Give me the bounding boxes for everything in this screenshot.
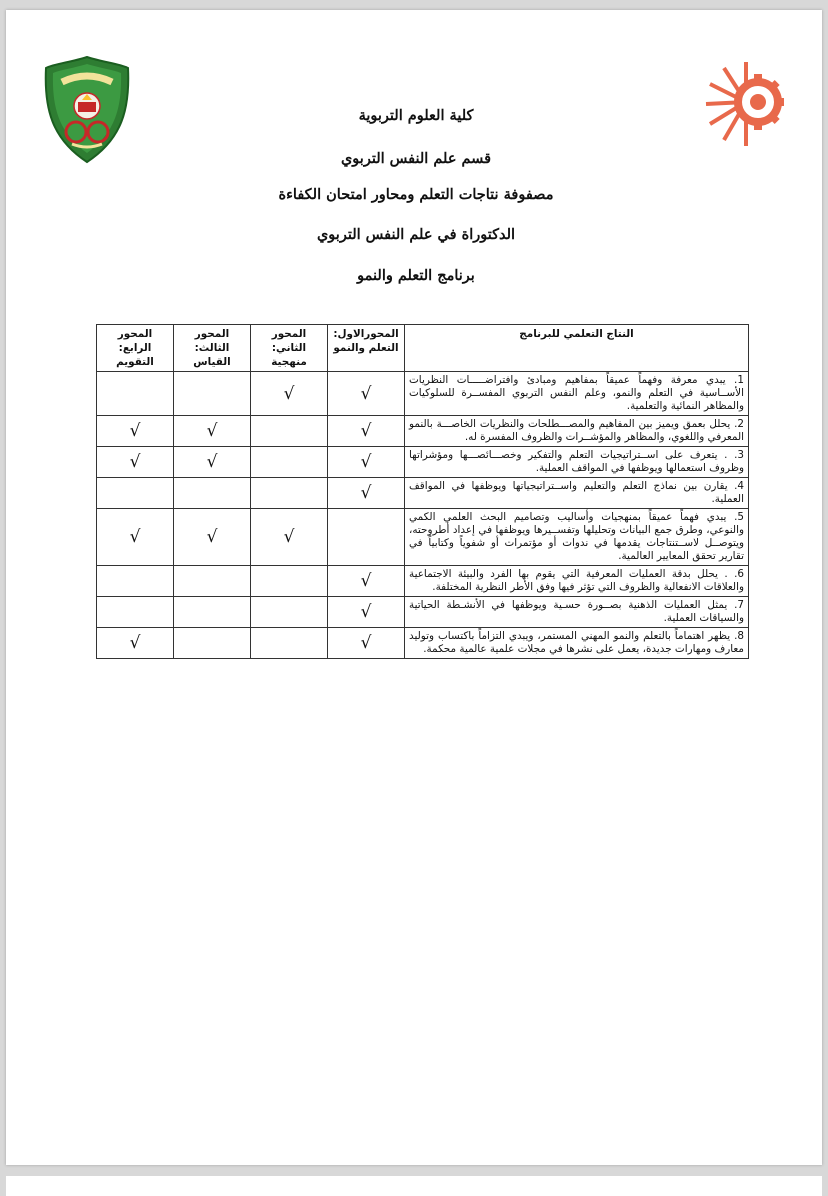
table-row <box>97 478 749 509</box>
outcomes-matrix-table <box>96 324 749 659</box>
axis-1-check: √ <box>328 478 405 509</box>
university-crest-icon <box>42 54 132 166</box>
axis-4-check <box>97 566 174 597</box>
outcome-cell: 8. يظهر اهتماماً بالتعلم والنمو المهني المستمر، ويبدي التزاماً باكتساب وتوليد معارف ومهارات جديدة، يعمل على نشرها في مجلات علمية عالمية محكمة. <box>405 628 749 659</box>
axis-3-check <box>174 372 251 416</box>
axis-4-check <box>97 597 174 628</box>
table-row <box>97 372 749 416</box>
table-row <box>97 416 749 447</box>
axis-3-check <box>174 628 251 659</box>
axis-1-check: √ <box>328 416 405 447</box>
axis-1-check: √ <box>328 628 405 659</box>
table-row <box>97 447 749 478</box>
axis-2-check <box>251 628 328 659</box>
axis-4-check <box>97 372 174 416</box>
axis-4-check <box>97 478 174 509</box>
department-name: قسم علم النفس التربوي <box>340 150 492 167</box>
axis-2-check <box>251 597 328 628</box>
axis-1-check: √ <box>328 597 405 628</box>
outcome-cell: 5. يبدي فهماً عميقاً بمنهجيات وأساليب وتصاميم البحث العلمي الكمي والنوعي، وطرق جمع البيانات وتحليلها وتفســيرها ويوظفها في إعداد أطروحته، ويتوصــل لاســتنتاجات يقدمها في ندوات أو مؤتمرات أو شفوياً وكتابياً في تقارير تحقق المعايير العالمية. <box>405 509 749 566</box>
axis-3-check <box>174 597 251 628</box>
header-axis-3: المحور الثالث: القياس <box>174 325 251 372</box>
axis-2-check <box>251 566 328 597</box>
outcome-cell: 3. . يتعرف على اســتراتيجيات التعلم والتفكير وخصـــائصـــها ومؤشراتها وظروف استعمالها ويوظفها في المواقف العملية. <box>405 447 749 478</box>
header-axis-2: المحور الثاني: منهجية <box>251 325 328 372</box>
axis-4-check: √ <box>97 509 174 566</box>
axis-1-check: √ <box>328 566 405 597</box>
outcome-cell: 1. يبدي معرفة وفهماً عميقاً بمفاهيم ومبادئ وافتراضـــــات النظريات الأســاسية في التعلم والنمو، وعلم النفس التربوي المفســرة للسلوكيات والمظاهر النمائية والتعلمية. <box>405 372 749 416</box>
outcome-cell: 6. . يحلل بدقة العمليات المعرفية التي يقوم بها الفرد والبيئة الاجتماعية والعلاقات الانفعالية والظروف التي تؤثر فيها وفق الأطر النظرية المختلفة. <box>405 566 749 597</box>
outcome-cell: 2. يحلل بعمق ويميز بين المفاهيم والمصـــطلحات والنظريات الخاصـــة بالنمو المعرفي واللغوي، والمظاهر والمؤشــرات والظروف المفسرة له. <box>405 416 749 447</box>
axis-3-check <box>174 478 251 509</box>
axis-2-check <box>251 478 328 509</box>
matrix-title: مصفوفة نتاجات التعلم ومحاور امتحان الكفاءة <box>278 186 554 203</box>
table-row <box>97 509 749 566</box>
table-row <box>97 566 749 597</box>
axis-3-check: √ <box>174 416 251 447</box>
next-page-edge <box>6 1176 822 1196</box>
header-outcome: النتاج التعلمي للبرنامج <box>405 325 749 372</box>
axis-3-check: √ <box>174 509 251 566</box>
document-page <box>6 10 822 1165</box>
axis-1-check <box>328 509 405 566</box>
table-row <box>97 628 749 659</box>
axis-2-check <box>251 416 328 447</box>
axis-3-check: √ <box>174 447 251 478</box>
table-row <box>97 597 749 628</box>
axis-1-check: √ <box>328 447 405 478</box>
header-axis-4: المحور الرابع: التقويم <box>97 325 174 372</box>
axis-2-check: √ <box>251 372 328 416</box>
axis-2-check <box>251 447 328 478</box>
axis-4-check: √ <box>97 628 174 659</box>
header-axis-1: المحورالاول: التعلم والنمو <box>328 325 405 372</box>
faculty-name: كلية العلوم التربوية <box>358 107 474 124</box>
outcome-cell: 7. يمثل العمليات الذهنية بصــورة حسـية ويوظفها في الأنشـطة الحياتية والسياقات العملية. <box>405 597 749 628</box>
outcome-cell: 4. يقارن بين نماذج التعلم والتعليم واســتراتيجياتها ويوظفها في المواقف العملية. <box>405 478 749 509</box>
axis-4-check: √ <box>97 447 174 478</box>
degree-name: الدكتوراة في علم النفس التربوي <box>316 226 516 243</box>
axis-3-check <box>174 566 251 597</box>
axis-1-check: √ <box>328 372 405 416</box>
program-name: برنامج التعلم والنمو <box>357 267 475 284</box>
axis-2-check: √ <box>251 509 328 566</box>
axis-4-check: √ <box>97 416 174 447</box>
gear-logo-icon <box>702 54 784 154</box>
table-header-row <box>97 325 749 372</box>
